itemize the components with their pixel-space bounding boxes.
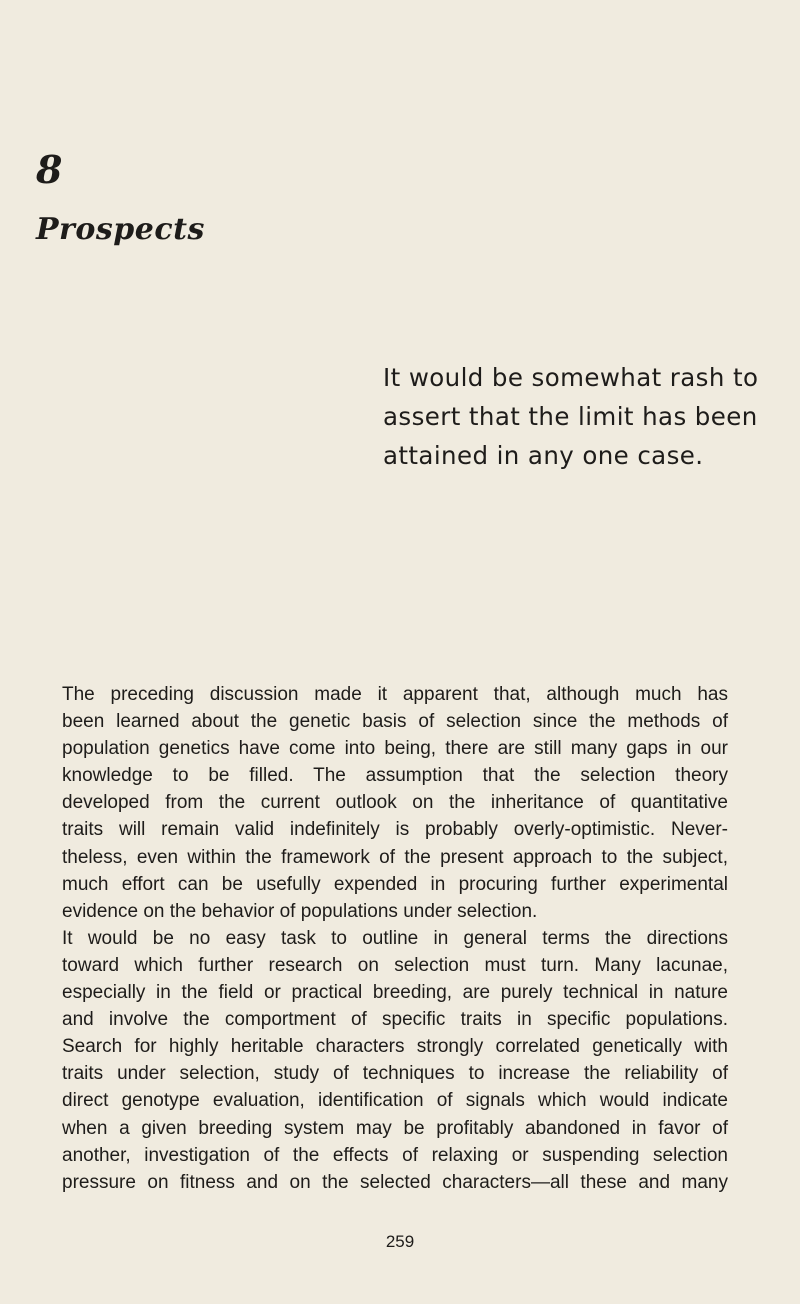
text-line: especially in the field or practical breeding, are purely technical in nature <box>62 982 728 1004</box>
text-line: toward which further research on selection must turn. Many lacunae, <box>62 954 728 976</box>
text-line: and involve the comportment of specific traits in specific populations. <box>62 1009 728 1031</box>
text-line: It would be no easy task to outline in general terms the directions <box>62 927 728 949</box>
chapter-title: Prospects <box>36 212 205 247</box>
chapter-number: 8 <box>36 147 63 192</box>
paragraph-1 <box>62 681 728 925</box>
body-text <box>62 681 728 1196</box>
text-line: Search for highly heritable characters strongly correlated genetically with <box>62 1036 728 1058</box>
text-line: when a given breeding system may be profitably abandoned in favor of <box>62 1117 728 1139</box>
epigraph-line: attained in any one case. <box>383 441 704 470</box>
text-line: pressure on fitness and on the selected characters—all these and many <box>62 1171 728 1193</box>
text-line: much effort can be usefully expended in procuring further experimental <box>62 873 728 895</box>
text-line: theless, even within the framework of the present approach to the subject, <box>62 846 728 868</box>
text-line: another, investigation of the effects of relaxing or suspending selection <box>62 1144 728 1166</box>
epigraph-line: It would be somewhat rash to <box>383 363 759 392</box>
epigraph-line: assert that the limit has been <box>383 402 758 431</box>
text-line: knowledge to be filled. The assumption that the selection theory <box>62 765 728 787</box>
text-line: population genetics have come into being, there are still many gaps in our <box>62 738 728 760</box>
text-line: traits under selection, study of techniques to increase the reliability of <box>62 1063 728 1085</box>
epigraph <box>383 358 783 475</box>
text-line: been learned about the genetic basis of selection since the methods of <box>62 711 728 733</box>
text-line: The preceding discussion made it apparent that, although much has <box>62 684 728 705</box>
text-line: traits will remain valid indefinitely is probably overly-optimistic. Never- <box>62 819 728 841</box>
paragraph-2 <box>62 925 728 1196</box>
text-line: developed from the current outlook on the inheritance of quantitative <box>62 792 728 814</box>
text-line: direct genotype evaluation, identification of signals which would indicate <box>62 1090 728 1112</box>
page-number: 259 <box>385 1232 415 1251</box>
text-line: evidence on the behavior of populations under selection. <box>62 900 538 922</box>
